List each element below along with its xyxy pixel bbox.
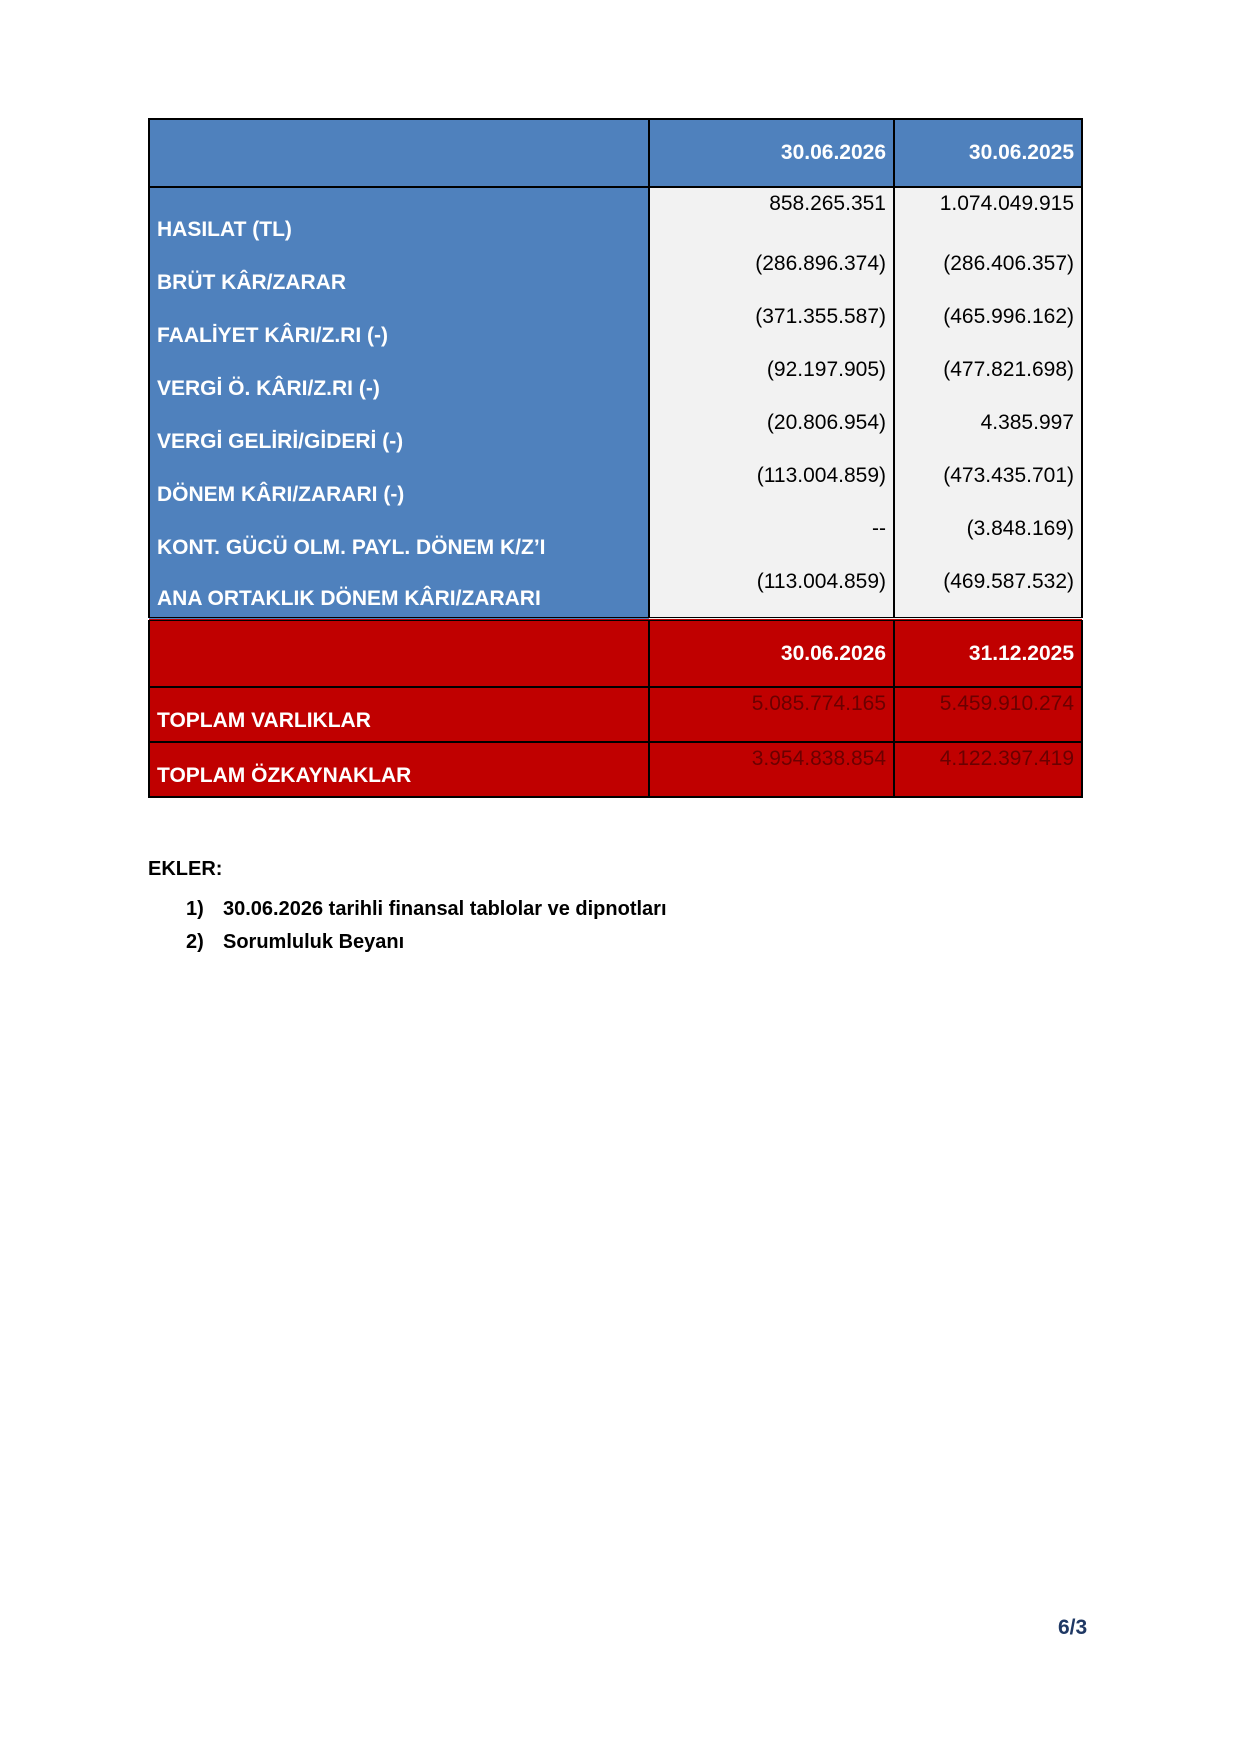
row-label: DÖNEM KÂRI/ZARARI (-)	[149, 460, 649, 513]
row-value-prior: (286.406.357)	[894, 248, 1082, 301]
income-header-row	[149, 119, 1082, 187]
row-value-current: 5.085.774.165	[649, 687, 894, 742]
row-value-current: (20.806.954)	[649, 407, 894, 460]
row-value-current: --	[649, 513, 894, 566]
row-label: HASILAT (TL)	[149, 187, 649, 248]
row-label: BRÜT KÂR/ZARAR	[149, 248, 649, 301]
list-item-text: 30.06.2026 tarihli finansal tablolar ve dipnotları	[223, 898, 667, 920]
table-row	[149, 301, 1082, 354]
balance-header-row	[149, 619, 1082, 687]
row-value-prior: (473.435.701)	[894, 460, 1082, 513]
row-value-current: (113.004.859)	[649, 460, 894, 513]
row-value-prior: (465.996.162)	[894, 301, 1082, 354]
balance-header-col1: 30.06.2026	[649, 619, 894, 687]
row-label: FAALİYET KÂRI/Z.RI (-)	[149, 301, 649, 354]
row-value-prior: (3.848.169)	[894, 513, 1082, 566]
row-label: KONT. GÜCÜ OLM. PAYL. DÖNEM K/Z’I	[149, 513, 649, 566]
row-value-prior: (469.587.532)	[894, 566, 1082, 619]
row-label: VERGİ Ö. KÂRI/Z.RI (-)	[149, 354, 649, 407]
table-row	[149, 566, 1082, 619]
list-item-text: Sorumluluk Beyanı	[223, 931, 405, 953]
table-row	[149, 354, 1082, 407]
table-row	[149, 513, 1082, 566]
row-label: TOPLAM VARLIKLAR	[149, 687, 649, 742]
attachments-list	[186, 898, 667, 964]
row-value-current: (371.355.587)	[649, 301, 894, 354]
income-header-col1: 30.06.2026	[649, 119, 894, 187]
row-value-prior: 1.074.049.915	[894, 187, 1082, 248]
list-item-number: 2)	[186, 931, 204, 953]
row-value-prior: 4.122.397.419	[894, 742, 1082, 797]
row-value-prior: (477.821.698)	[894, 354, 1082, 407]
table-row	[149, 248, 1082, 301]
list-item	[186, 898, 667, 931]
row-value-current: (92.197.905)	[649, 354, 894, 407]
row-value-current: 3.954.838.854	[649, 742, 894, 797]
list-item-number: 1)	[186, 898, 204, 920]
table-row	[149, 187, 1082, 248]
list-item	[186, 931, 667, 964]
row-value-current: 858.265.351	[649, 187, 894, 248]
row-value-current: (113.004.859)	[649, 566, 894, 619]
financial-summary-table	[148, 118, 1083, 798]
row-label: TOPLAM ÖZKAYNAKLAR	[149, 742, 649, 797]
balance-header-label	[149, 619, 649, 687]
balance-header-col2: 31.12.2025	[894, 619, 1082, 687]
row-value-current: (286.896.374)	[649, 248, 894, 301]
attachments-title: EKLER:	[148, 858, 223, 880]
income-header-col2: 30.06.2025	[894, 119, 1082, 187]
row-label: ANA ORTAKLIK DÖNEM KÂRI/ZARARI	[149, 566, 649, 619]
row-label: VERGİ GELİRİ/GİDERİ (-)	[149, 407, 649, 460]
table-row	[149, 742, 1082, 797]
row-value-prior: 5.459.910.274	[894, 687, 1082, 742]
table-row	[149, 687, 1082, 742]
income-header-label	[149, 119, 649, 187]
page-number: 6/3	[1058, 1616, 1088, 1639]
table-row	[149, 460, 1082, 513]
row-value-prior: 4.385.997	[894, 407, 1082, 460]
table-row	[149, 407, 1082, 460]
